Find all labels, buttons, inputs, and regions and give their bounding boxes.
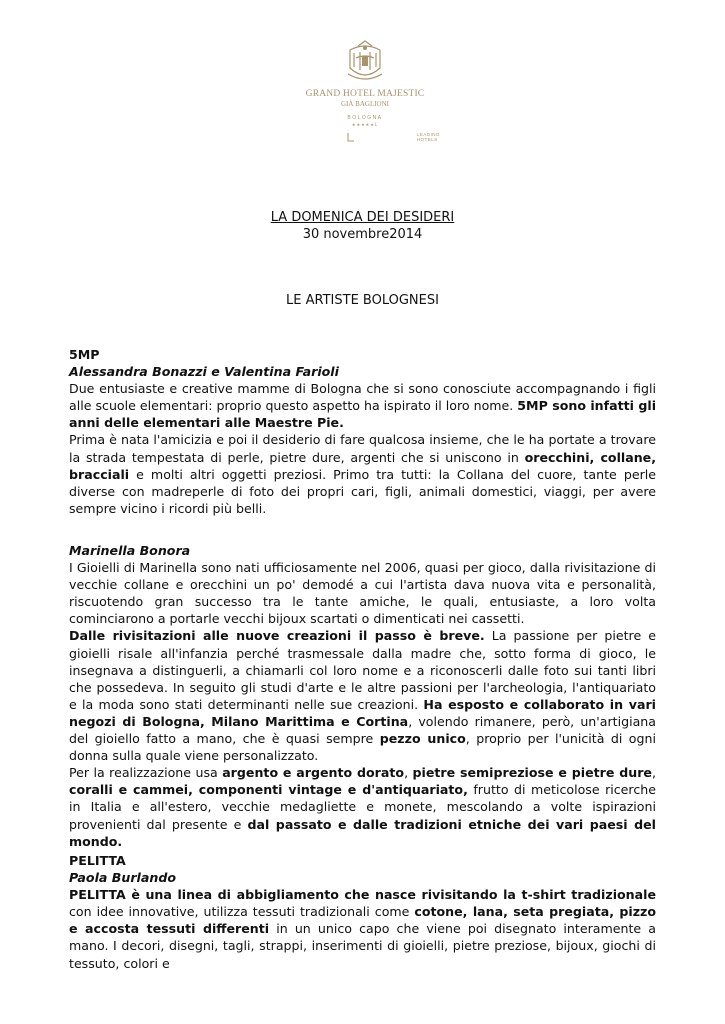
text-run: , proprio per l'unicità di ogni donna sulla quale viene personalizzato. xyxy=(69,731,656,764)
bold-run: pezzo unico xyxy=(379,731,466,747)
paragraph xyxy=(69,764,656,849)
text-run: in un unico capo che viene poi disegnato interamente a mano. I decori, disegni, tagli, strappi, inserimenti di gioielli, pietre preziose, bijoux, giochi di tessuto, colori e xyxy=(69,921,656,971)
section-title: 5MP xyxy=(69,347,100,362)
paragraph xyxy=(69,886,656,971)
hotels-text: HOTELS xyxy=(416,137,438,142)
section-5mp xyxy=(69,346,656,517)
text-run: Prima è nata l'amicizia e poi il desiderio di fare qualcosa insieme, che le ha portate a trovare la strada tempestata di perle, pietre dure, argenti che si uniscono in xyxy=(69,432,656,465)
section-title: PELITTA xyxy=(69,853,126,868)
bold-run: coralli e cammei, componenti vintage e d'antiquariato, xyxy=(69,782,468,798)
text-run: , xyxy=(651,765,656,781)
text-run: La passione per pietre e gioielli risale all'infanzia perché trasmessale dalla madre che, sotto forma di gioco, le insegnava a distinguerli, a chiamarli col loro nome e a riconoscerli dalle foto sui tanti libri che possedeva. In seguito gli studi d'arte e le altre passioni per l'archeologia, l'antiquariato e la moda sono stati determinanti nelle sue creazioni. xyxy=(69,628,657,712)
document-title: LA DOMENICA DEI DESIDERI xyxy=(270,210,455,225)
section-pelitta xyxy=(69,852,656,972)
section-bonora xyxy=(69,542,656,850)
text-run: , volendo rimanere, però, un'artigiana del gioiello fatto a mano, che è quasi sempre xyxy=(69,713,656,747)
hotel-crest-icon xyxy=(344,40,386,84)
bold-run: 5MP sono infatti gli anni delle elementari alle Maestre Pie. xyxy=(69,398,657,431)
paragraph xyxy=(69,431,656,516)
paragraph xyxy=(69,380,656,431)
document-date: 30 novembre2014 xyxy=(302,227,423,242)
paragraph xyxy=(69,627,656,764)
text-run: con idee innovative, utilizza tessuti tradizionali come xyxy=(69,904,415,920)
leading-text: LEADING xyxy=(416,132,440,137)
bold-run: pietre semipreziose e pietre dure xyxy=(412,765,652,781)
paragraph: I Gioielli di Marinella sono nati ufficiosamente nel 2006, quasi per gioco, dalla rivisitazione di vecchie collane e orecchini un po' demodé a cui l'artista dava nuova vita e personalità, riscuotendo gran successo tra le tante amiche, le quali, entusiaste, a loro volta cominciarono a portarle vecchi bijoux scartati o dimenticati nei cassetti. xyxy=(69,560,656,627)
bold-run: argento e argento dorato xyxy=(222,765,405,781)
hotel-logo xyxy=(290,40,440,142)
leading-hotels-mark xyxy=(290,132,440,142)
section-author: Paola Burlando xyxy=(69,870,176,886)
hotel-stars: ★★★★★L xyxy=(351,122,379,127)
document-subtitle: LE ARTISTE BOLOGNESI xyxy=(286,293,439,308)
bold-run: dal passato e dalle tradizioni etniche dei vari paesi del mondo. xyxy=(69,816,656,849)
hotel-subname: GIÀ BAGLIONI xyxy=(340,100,390,108)
bold-run: Ha esposto e collaborato in vari negozi di Bologna, Milano Marittima e Cortina xyxy=(69,696,656,729)
bold-run: PELITTA è una linea di abbigliamento che nasce rivisitando la t-shirt tradizionale xyxy=(69,887,656,903)
section-author: Alessandra Bonazzi e Valentina Farioli xyxy=(69,364,339,380)
leading-hotels-icon xyxy=(347,132,355,142)
document-header xyxy=(0,209,725,243)
text-run: , xyxy=(404,765,413,781)
bold-run: cotone, lana, seta pregiata, pizzo e accosta tessuti differenti xyxy=(69,904,657,937)
text-run: e molti altri oggetti preziosi. Primo tra tutti: la Collana del cuore, tante perle diverse con madreperle di foto dei propri cari, figli, animali domestici, viaggi, per avere sempre vicino i ricordi più belli. xyxy=(69,466,656,516)
text-run: Due entusiaste e creative mamme di Bologna che si sono conosciute accompagnando i figli alle scuole elementari: proprio questo aspetto ha ispirato il loro nome. xyxy=(69,381,656,414)
text-run: Per la realizzazione usa xyxy=(69,765,223,781)
bold-run: orecchini, collane, bracciali xyxy=(69,449,657,482)
text-run: frutto di meticolose ricerche in Italia e all'estero, vecchie medagliette e monete, mescolando a volte ispirazioni provenienti dal presente e xyxy=(69,782,656,832)
hotel-name: GRAND HOTEL MAJESTIC xyxy=(305,89,425,99)
bold-run: Dalle rivisitazioni alle nuove creazioni il passo è breve. xyxy=(69,628,485,644)
hotel-city: BOLOGNA xyxy=(347,115,383,121)
section-author: Marinella Bonora xyxy=(69,543,191,558)
